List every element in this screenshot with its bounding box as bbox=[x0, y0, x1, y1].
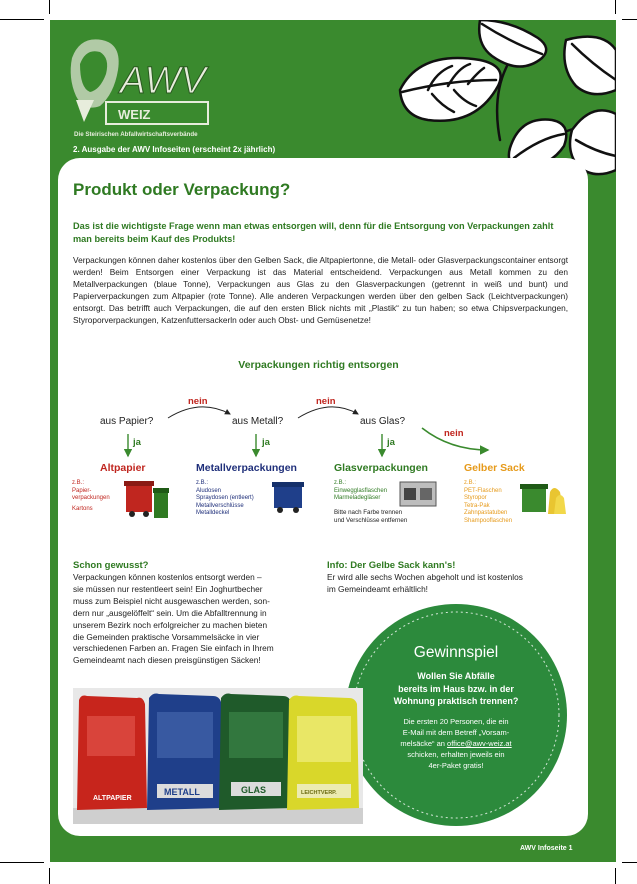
bag-label-altpapier: ALTPAPIER bbox=[93, 795, 132, 802]
info-right-text: Er wird alle sechs Wochen abgeholt und ist kostenlos im Gemeindeamt erhältlich! bbox=[327, 572, 523, 594]
question-metall: aus Metall? bbox=[232, 416, 284, 427]
info-right-heading: Info: Der Gelbe Sack kann's! bbox=[327, 560, 456, 571]
logo-tagline: Die Steirischen Abfallwirtschaftsverbände bbox=[74, 131, 198, 138]
issue-line: 2. Ausgabe der AWV Infoseiten (erscheint 2x jährlich) bbox=[73, 145, 276, 154]
nein-label-1: nein bbox=[188, 396, 208, 407]
nein-label-3: nein bbox=[444, 428, 464, 439]
article-body: Verpackungen können daher kostenlos über den Gelben Sack, die Altpapiertonne, die Metall- oder Glasverpackungscontainer entsorgt werden! Beim Entsorgen einer Verpackung ist das Material entscheidend. Verpackungen aus Metall kommen zu den Metallverpackungen (blaue Tonne), Verpackungen aus Glas zu den Glasverpackungen (getrennt in weiß und bunt) und Papierverpackungen zum Altpapier (rote Tonne). Alle anderen Verpackungen werden über den gelben Sack (Leichtverpackungen) entsorgt. Das betrifft auch Verpackungen, die auf den ersten Blick nichts mit „Plastik“ zu tun haben; so etwa Chipsverpackungen, Styroporverpackungen, Katzenfuttersackerln oder auch Obst- und Gemüsenetze! bbox=[73, 255, 568, 325]
question-glas: aus Glas? bbox=[360, 416, 406, 427]
contest-text: Die ersten 20 Personen, die ein E-Mail mit dem Betreff „Vorsam- melsäcke“ an office@awv-weiz.at schicken, erhalten jeweils ein 4er-Paket gratis! bbox=[400, 717, 512, 770]
svg-text:AWV: AWV bbox=[120, 60, 206, 102]
article-title: Produkt oder Verpackung? bbox=[73, 180, 291, 199]
page-footer: AWV Infoseite 1 bbox=[520, 845, 573, 852]
category-gelber-sack: Gelber Sack bbox=[464, 462, 525, 474]
info-left-text: Verpackungen können kostenlos entsorgt werden – sie müssen nur restentleert sein! Ein Joghurtbecher muss zum Beispiel nicht ausgewaschen werden, son- dern nur „ausgelöffelt“ sein. Um die Abfalltrennung in unserem Bezirk noch erfolgreicher zu machen bieten die Gemeinden praktische Vorsammelsäcke in vier verschiedenen Farben an. Fragen Sie einfach in Ihrem Gemeindeamt nach diesen preisgünstigen Säcken! bbox=[73, 572, 274, 666]
contest-title: Gewinnspiel bbox=[413, 644, 499, 661]
blue-bin-icon bbox=[270, 478, 306, 516]
glas-note: Bitte nach Farbe trennen und Verschlüsse entfernen bbox=[334, 509, 408, 524]
article-lead: Das ist die wichtigste Frage wenn man etwas entsorgen will, denn für die Entsorgung von Verpackungen zahlt man bereits beim Kauf des Produkts! bbox=[73, 221, 554, 244]
nein-label-2: nein bbox=[316, 396, 336, 407]
glass-container-icon bbox=[398, 478, 440, 510]
category-metall: Metallverpackungen bbox=[196, 462, 297, 474]
contest-dotted-ring bbox=[345, 604, 567, 826]
ja-label-1: ja bbox=[133, 437, 141, 448]
examples-gelber-sack: z.B.: PET-Flaschen Styropor Tetra-Pak Zahnpastatuben Shampooflaschen bbox=[464, 480, 513, 524]
red-bin-icon bbox=[124, 478, 174, 522]
bag-label-leicht: LEICHTVERP. bbox=[301, 790, 337, 796]
bag-label-glas: GLAS bbox=[241, 785, 267, 795]
category-altpapier: Altpapier bbox=[100, 462, 146, 474]
bag-label-metall: METALL bbox=[164, 787, 200, 797]
logo-sub: WEIZ bbox=[118, 107, 151, 122]
examples-altpapier: z.B.: Papier- verpackungen Kartons bbox=[72, 480, 110, 512]
bags-photo bbox=[73, 688, 363, 824]
contest-email-link[interactable]: office@awv-weiz.at bbox=[447, 739, 512, 748]
info-left-heading: Schon gewusst? bbox=[73, 560, 149, 571]
contest-question: Wollen Sie Abfälle bereits im Haus bzw. in der Wohnung praktisch trennen? bbox=[393, 671, 519, 706]
category-glas: Glasverpackungen bbox=[334, 462, 428, 474]
question-papier: aus Papier? bbox=[100, 416, 154, 427]
examples-metall: z.B.: Aludosen Spraydosen (entleert) Metallverschlüsse Metalldeckel bbox=[196, 480, 254, 516]
diagram-title: Verpackungen richtig entsorgen bbox=[238, 359, 399, 371]
ja-label-2: ja bbox=[262, 437, 270, 448]
examples-glas: z.B.: Einwegglasflaschen Marmeladegläser bbox=[334, 480, 388, 501]
ja-label-3: ja bbox=[387, 437, 395, 448]
yellow-bin-icon bbox=[520, 480, 568, 520]
